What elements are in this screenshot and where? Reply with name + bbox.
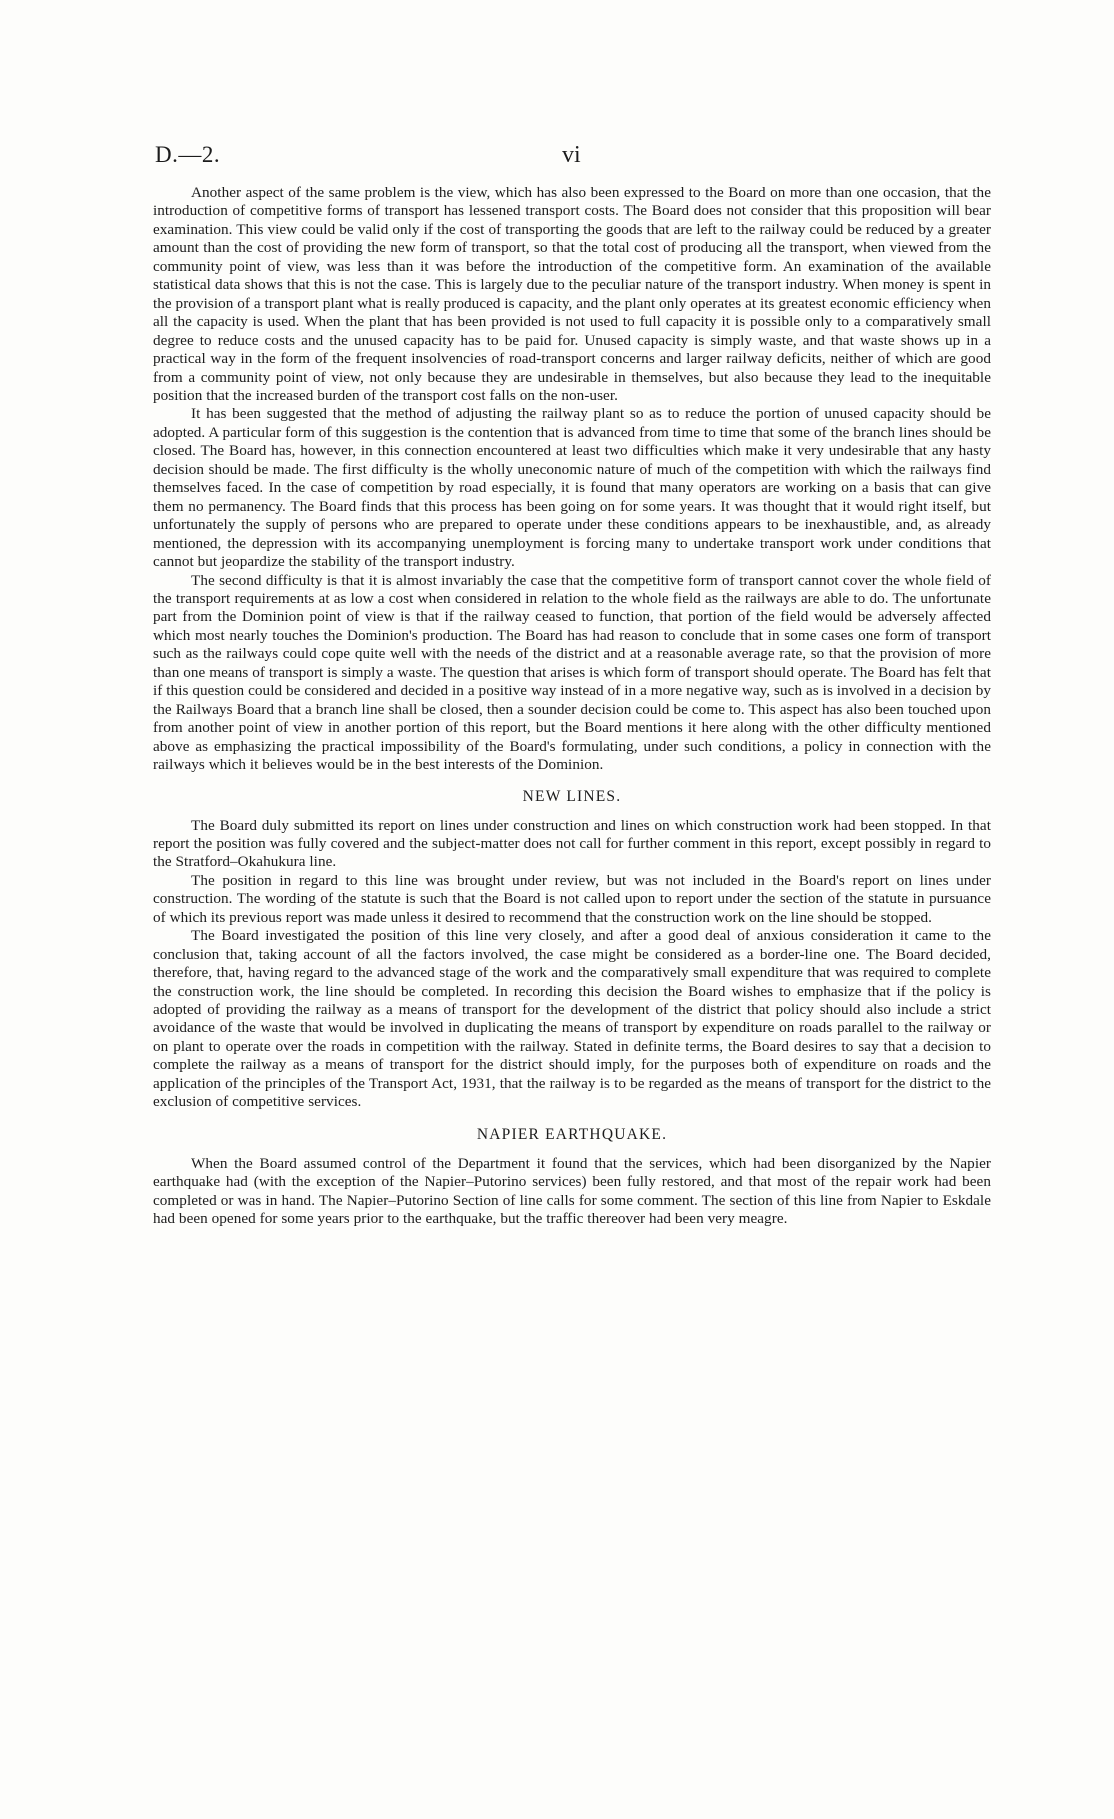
paragraph: When the Board assumed control of the Department it found that the services, which had been disorganized by the Napier earthquake had (with the exception of the Napier–Putorino services) been fully restored, and that most of the repair work had been completed or was in hand. The Napier–Putorino Section of line calls for some comment. The section of this line from Napier to Eskdale had been opened for some years prior to the earthquake, but the traffic thereover had been very meagre. <box>153 1154 991 1228</box>
page-number: vi <box>562 142 581 168</box>
document-id: D.—2. <box>155 142 221 167</box>
paragraph: The Board investigated the position of this line very closely, and after a good deal of anxious consideration it came to the conclusion that, taking account of all the factors involved, the case might be considered as a border-line one. The Board decided, therefore, that, having regard to the advanced stage of the work and the comparatively small expenditure that was required to complete the construction work, the line should be completed. In recording this decision the Board wishes to emphasize that if the policy is adopted of providing the railway as a means of transport for the development of the district that policy should also include a strict avoidance of the waste that would be involved in duplicating the means of transport by expenditure on roads parallel to the railway or on plant to operate over the roads in competition with the railway. Stated in definite terms, the Board desires to say that a decision to complete the railway as a means of transport for the district should imply, for the purposes both of expenditure on roads and the application of the principles of the Transport Act, 1931, that the railway is to be regarded as the means of transport for the district to the exclusion of competitive services. <box>153 927 991 1111</box>
paragraph: The second difficulty is that it is almost invariably the case that the competitive form of transport cannot cover the whole field of the transport requirements at as low a cost when considered in relation to the whole field as the railways are able to do. The unfortunate part from the Dominion point of view is that if the railway ceased to function, that portion of the field would be adversely affected which most nearly touches the Dominion's production. The Board has had reason to conclude that in some cases one form of transport such as the railways could cope quite well with the needs of the district and at a reasonable average rate, so that the provision of more than one means of transport is simply a waste. The question that arises is which form of transport should operate. The Board has felt that if this question could be considered and decided in a positive way instead of in a more negative way, such as is involved in a decision by the Railways Board that a branch line shall be closed, then a sounder decision could be come to. This aspect has also been touched upon from another point of view in another portion of this report, but the Board mentions it here along with the other difficulty mentioned above as emphasizing the practical impossibility of the Board's formulating, under such conditions, a policy in connection with the railways which it believes would be in the best interests of the Dominion. <box>153 571 991 774</box>
paragraph: Another aspect of the same problem is the view, which has also been expressed to the Board on more than one occasion, that the introduction of competitive forms of transport has lessened transport costs. The Board does not consider that this proposition will bear examination. This view could be valid only if the cost of transporting the goods that are left to the railway could be reduced by a greater amount than the cost of providing the new form of transport, so that the total cost of producing all the transport, when viewed from the community point of view, was less than it was before the introduction of the competitive form. An examination of the available statistical data shows that this is not the case. This is largely due to the peculiar nature of the transport industry. When money is spent in the provision of a transport plant what is really produced is capacity, and the plant only operates at its greatest economic efficiency when all the capacity is used. When the plant that has been provided is not used to full capacity it is possible only to a comparatively small degree to reduce costs and the unused capacity has to be paid for. Unused capacity is simply waste, and that waste shows up in a practical way in the form of the frequent insolvencies of road-transport concerns and larger railway deficits, neither of which are good from a community point of view, not only because they are undesirable in themselves, but also because they lead to the inequitable position that the increased burden of the transport cost falls on the non-user. <box>153 184 991 404</box>
document-body <box>153 184 991 1229</box>
page-header <box>155 142 990 174</box>
section-heading-new-lines: NEW LINES. <box>522 787 622 805</box>
paragraph: The position in regard to this line was brought under review, but was not included in the Board's report on lines under construction. The wording of the statute is such that the Board is not called upon to report under the section of the statute in pursuance of which its previous report was made unless it desired to recommend that the construction work on the line should be stopped. <box>153 871 991 926</box>
paragraph: It has been suggested that the method of adjusting the railway plant so as to reduce the portion of unused capacity should be adopted. A particular form of this suggestion is the contention that is advanced from time to time that some of the branch lines should be closed. The Board has, however, in this connection encountered at least two difficulties which make it very undesirable that any hasty decision should be made. The first difficulty is the wholly uneconomic nature of much of the competition with which the railways find themselves faced. In the case of competition by road especially, it is found that many operators are working on a basis that can give them no permanency. The Board finds that this process has been going on for some years. It was thought that it would right itself, but unfortunately the supply of persons who are prepared to operate under these conditions appears to be inexhaustible, and, as already mentioned, the depression with its accompanying unemployment is forcing many to undertake transport work under conditions that cannot but jeopardize the stability of the transport industry. <box>153 405 991 571</box>
paragraph: The Board duly submitted its report on lines under construction and lines on which construction work had been stopped. In that report the position was fully covered and the subject-matter does not call for further comment in this report, except possibly in regard to the Stratford–Okahukura line. <box>153 816 991 871</box>
section-heading-napier-earthquake: NAPIER EARTHQUAKE. <box>476 1125 668 1143</box>
